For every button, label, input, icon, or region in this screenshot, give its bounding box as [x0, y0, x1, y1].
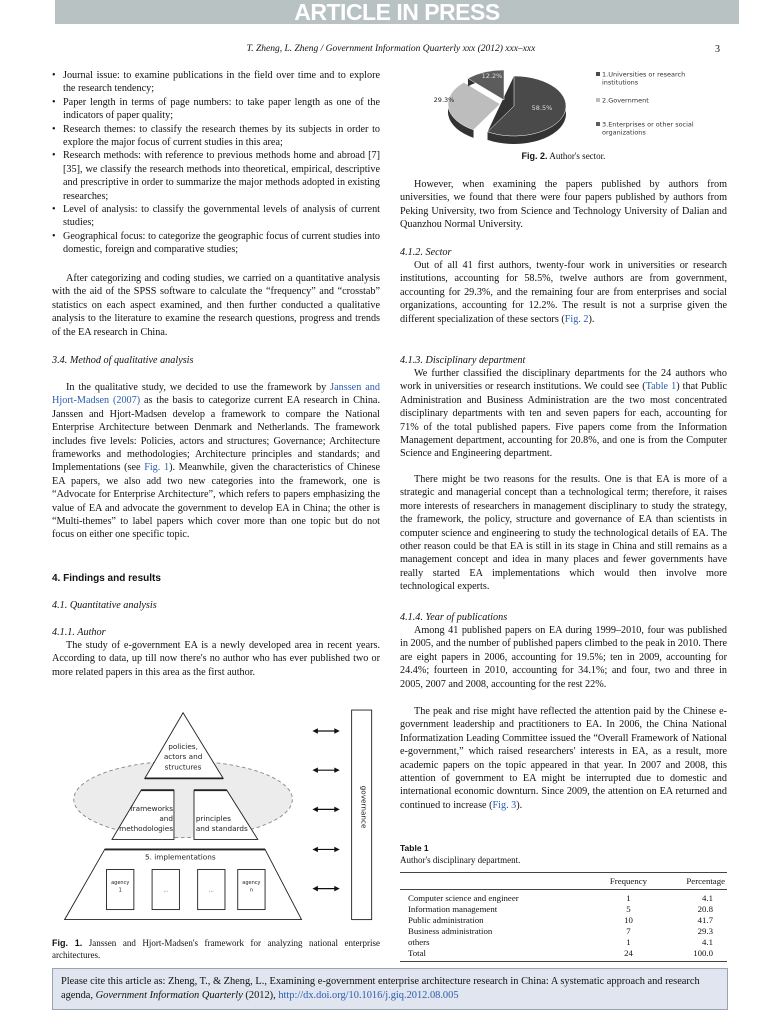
page-number: 3: [715, 44, 720, 55]
agency-label: agency: [111, 880, 130, 887]
journal-name: Government Information Quarterly: [95, 990, 243, 1001]
table-row: [400, 890, 727, 905]
table-cell: others: [408, 937, 430, 947]
figure-link-fig2[interactable]: Fig. 2: [564, 313, 589, 325]
text: Please cite this article as: Zheng, T., & Zheng, L., Examining e-government enterprise architecture research in China: A systematic approach and research agenda,: [61, 976, 700, 1001]
table-cell: 4.1: [702, 937, 713, 947]
section-heading-4: 4. Findings and results: [52, 573, 161, 584]
table-row: [400, 904, 727, 915]
text: Out of all 41 first authors, twenty-four work in universities or research institutions, accounting for 58.5%, twelve authors are from government, accounting for 29.3%, and the remaining four are from enterprises and social organizations, accounting for 12.2%. The result is not a surprise given the different specialization of these sectors (: [400, 260, 727, 325]
governance-label: governance: [359, 785, 369, 829]
paragraph-reasons: There might be two reasons for the results. One is that EA is more of a strategic and managerial concept than a technological term; therefore, it raises more interests of researchers in management disciplinary to study the strategy, the framework, the policy, structure and governance of EA than scientists in computer science and engineering to study the technological details of EA. The other reason could be that EA is still in its stage in China and still remains as a management concept and idea in many places and fewer governments have really started EA implementations which would then involve more technological experts.: [400, 474, 727, 593]
citation-footer: [52, 968, 728, 1010]
article-in-press-banner: ARTICLE IN PRESS: [55, 0, 739, 24]
citation-link-janssen[interactable]: Janssen and Hjort-Madsen (2007): [52, 382, 380, 407]
table-row: [400, 937, 727, 948]
text: ).: [588, 313, 595, 325]
left-column: [52, 0, 380, 970]
text: ) that Public Administration and Business Administration are the two most concentrated disciplinary departments with ten and seven papers for each, accounting for 71% of the total published papers. Five papers come from the Information Management department, accounting for 20.8%, and one is from the Computer Science and Engineering department.: [400, 381, 727, 460]
fig1-top-label: policies,: [168, 742, 198, 752]
section-heading-4-1-1: 4.1.1. Author: [52, 627, 106, 638]
paragraph-peak: [400, 705, 727, 812]
agency-label: ...: [208, 887, 214, 894]
table-cell: 29.3: [697, 926, 713, 936]
text: We further classified the disciplinary departments for the 24 authors who work in universities or research institutions. We could see (: [400, 368, 727, 393]
table-row: [400, 926, 727, 937]
fig1-top-label: structures: [164, 762, 202, 772]
caption-text: Janssen and Hjort-Madsen's framework for analyzing national enterprise architectures.: [52, 938, 380, 960]
column-header: Percentage: [659, 873, 727, 890]
paragraph-year: Among 41 published papers on EA during 1999–2010, four was published in 2005, and the number of published papers climbed to the peak in 2010. There are eight papers in 2006, accounting for 19.5%; ten in 2009, accounting for 24.4%; fourteen in 2010, accounting for 34.1%; and four, two and three in 2005, 2007 and 2008, accounting for the rest 22%.: [400, 625, 727, 690]
table-row: [400, 915, 727, 926]
list-item: • Geographical focus: to categorize the geographic focus of current studies into domestic, foreign and comparative studies;: [52, 230, 380, 257]
legend-entry: 2.Government: [602, 96, 649, 105]
figure-2-caption: [400, 151, 727, 163]
agency-label: n: [249, 887, 253, 894]
table-1: [400, 843, 727, 962]
table-link-table1[interactable]: Table 1: [645, 381, 677, 393]
table-cell: 1: [626, 937, 631, 947]
legend-entry: 3.Enterprises or other social organizations: [602, 120, 694, 137]
section-heading-3-4: 3.4. Method of qualitative analysis: [52, 355, 194, 366]
table-cell: 41.7: [697, 915, 713, 925]
table-label: Table 1: [400, 843, 429, 853]
pie-data-label: 58.5%: [531, 104, 553, 112]
list-item: • Research methods: with reference to previous methods home and abroad [7] [35], we classify the research methods into theoretical, empirical, descriptive and prescriptive in order to summarize the major methods adopted in existing researches;: [52, 149, 380, 203]
paragraph-author: The study of e-government EA is a newly developed area in recent years. According to data, up till now there's no author who has ever published two or more related papers in this area as the first author.: [52, 640, 380, 678]
fig1-frameworks-label: and: [159, 814, 174, 824]
pie-data-label: 12.2%: [481, 72, 503, 80]
table-row: [400, 948, 727, 962]
text: In the qualitative study, we decided to use the framework by: [66, 382, 331, 393]
table-cell: 24: [624, 948, 633, 958]
fig1-top-label: actors and: [163, 752, 203, 762]
caption-text: Author's sector.: [547, 151, 606, 161]
figure-link-fig3[interactable]: Fig. 3: [492, 799, 517, 811]
right-column: [400, 0, 727, 970]
legend-entry: 1.Universities or research institutions: [602, 70, 686, 87]
fig1-frameworks-label: methodologies: [119, 824, 174, 834]
table-cell: Business administration: [408, 926, 493, 936]
legend-swatch: [596, 72, 600, 76]
fig1-principles-label: and standards: [195, 824, 248, 834]
agency-label: agency: [242, 880, 261, 887]
table-cell: 100.0: [693, 948, 713, 958]
text: (2012),: [242, 990, 279, 1001]
caption-label: Fig. 1.: [52, 938, 83, 948]
paragraph-coding: After categorizing and coding studies, we carried on a quantitative analysis with the aid of the SPSS software to calculate the “frequency” and “crosstab” statistics on each aspect examined, and then further conducted a qualitative analysis to the literature to examine the research questions, progress and trends of the EA research in China.: [52, 273, 380, 338]
figure-link-fig1[interactable]: Fig. 1: [144, 462, 170, 474]
text: ). Meanwhile, given the characteristics of Chinese EA papers, we also add two new categories into the framework, one is “Advocate for Enterprise Architecture”, which refers to papers emphasizing the value of EA and advocate the government to develop EA in China; the other is “Multi-themes” to label papers which cover more than one topic but do not focus on either one specific topic.: [52, 462, 380, 541]
table-cell: 20.8: [697, 904, 713, 914]
text: as the basis to categorize current EA research in China. Janssen and Hjort-Madsen develop a framework to compare the National Enterprise Architecture between Denmark and Netherlands. The framework includes five levels: Policies, actors and structures; Governance; Architecture frameworks and methodologies; Architecture principles and standards; and Implementations (see: [52, 395, 381, 474]
paragraph-disciplinary: [400, 367, 727, 461]
text: ).: [516, 799, 523, 811]
table-cell: Information management: [408, 904, 498, 914]
text: The peak and rise might have reflected the attention paid by the Chinese e-government leadership and practitioners to EA. In 2006, the China National Informatization Leading Committee issued the “Overall Framework of National e-government,” which raised researchers' interests in EA, as a result, more academic papers on the topic appeared in that year. In 2007 and 2008, this attention of government to EA might be interrupted due to domestic and international economic downturn. Since 2009, the attention on EA returned and continued to increase (: [400, 706, 727, 811]
fig1-frameworks-label: frameworks: [130, 804, 174, 814]
section-heading-4-1-3: 4.1.3. Disciplinary department: [400, 355, 526, 366]
section-heading-4-1-4: 4.1.4. Year of publications: [400, 612, 508, 623]
list-item: • Level of analysis: to classify the governmental levels of analysis of current studies;: [52, 203, 380, 230]
table-cell: 5: [626, 904, 631, 914]
figure-1-framework-diagram: [30, 693, 369, 933]
table-title: Author's disciplinary department.: [400, 854, 521, 865]
fig1-principles-label: principles: [195, 814, 231, 824]
paragraph-sector: [400, 259, 727, 326]
column-header: Frequency: [598, 873, 660, 890]
paragraph-qualitative: [52, 381, 380, 542]
table-cell: Total: [408, 948, 426, 958]
caption-label: Fig. 2.: [521, 151, 548, 161]
section-heading-4-1-2: 4.1.2. Sector: [400, 247, 452, 258]
agency-label: 1: [118, 887, 122, 894]
table-cell: Computer science and engineer: [408, 893, 519, 903]
table-cell: 7: [626, 926, 631, 936]
paragraph-however: However, when examining the papers published by authors from universities, we found that there were four papers published by authors from Peking University, two from Science and Technology University of Dalian and Quanzhou Normal University.: [400, 179, 727, 231]
table-cell: 1: [626, 893, 631, 903]
pie-data-label: 29.3%: [433, 96, 455, 104]
table-cell: 10: [624, 915, 633, 925]
fig1-implementations-label: 5. implementations: [145, 852, 216, 862]
criteria-list: [52, 69, 380, 257]
table-cell: 4.1: [702, 893, 713, 903]
section-heading-4-1: 4.1. Quantitative analysis: [52, 600, 157, 611]
table-cell: Public administration: [408, 915, 484, 925]
legend-swatch: [596, 122, 600, 126]
table-1-grid: [400, 872, 727, 962]
figure-1-caption: [52, 938, 380, 961]
figure-2-pie-chart: [400, 66, 727, 150]
running-head: T. Zheng, L. Zheng / Government Information Quarterly xxx (2012) xxx–xxx: [246, 44, 536, 54]
list-item: • Research themes: to classify the research themes by its subjects in order to explore the major focus of current studies in this area;: [52, 123, 380, 150]
agency-label: ...: [163, 887, 169, 894]
column-header: [400, 873, 598, 890]
list-item: • Journal issue: to examine publications in the field over time and to explore the research tendency;: [52, 69, 380, 96]
doi-link[interactable]: http://dx.doi.org/10.1016/j.giq.2012.08.005: [278, 990, 459, 1001]
list-item: • Paper length in terms of page numbers: to take paper length as one of the indicators of paper quality;: [52, 96, 380, 123]
legend-swatch: [596, 98, 600, 102]
